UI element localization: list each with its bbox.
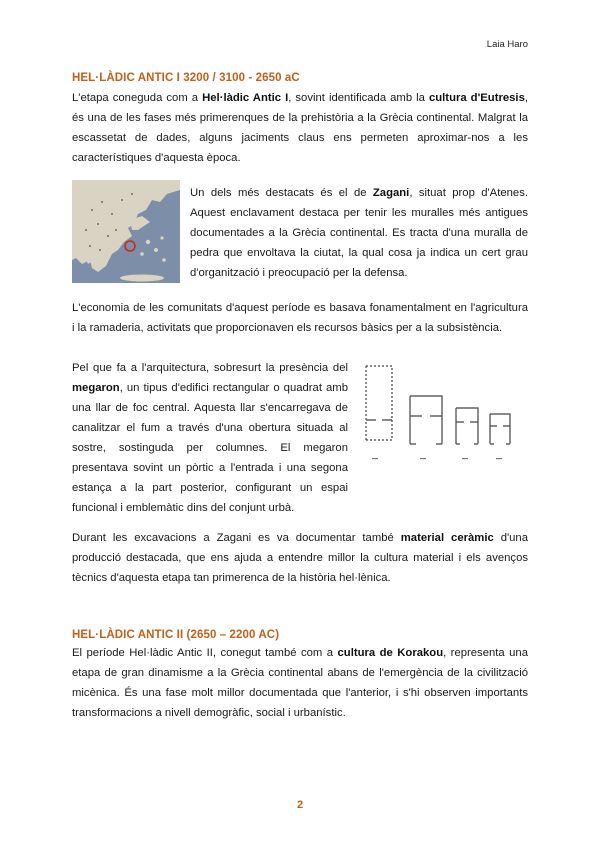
bold-term: cultura de Korakou: [337, 647, 444, 659]
korakou-paragraph: [72, 643, 528, 723]
text-run: , situat prop d'Atenes. Aquest enclavament destaca per tenir les muralles més antigues documentades a la Grècia continental. Es tracta d'una muralla de pedra que envoltava la ciutat, la qual cosa ja indica un cert grau d'organització i preocupació per la defensa.: [190, 187, 528, 279]
text-run: d'una producció destacada, que ens ajuda a entendre millor la cultura material i els avenços tècnics d'aquesta etapa tan primerenca de la història hel·lènica.: [72, 532, 528, 584]
intro-paragraph: [72, 88, 528, 168]
text-run: El període Hel·làdic Antic II, conegut també com a: [72, 647, 338, 659]
text-run: , un tipus d'edifici rectangular o quadrat amb una llar de foc central. Aquesta llar s'encarregava de canalitzar el fum a través d'una obertura situada al sostre, sostinguda per columnes. El megaron presentava sovint un pòrtic a l'entrada i una segona estança a la part posterior, configurant un espai funcional i emblemàtic dins del conjunt urbà.: [72, 382, 348, 514]
bold-term: cultura d'Eutresis: [428, 92, 525, 104]
megaron-plan-graphic: [358, 360, 528, 472]
greece-map-graphic: [72, 180, 180, 283]
zagani-paragraph: [190, 183, 528, 283]
author-name: Laia Haro: [486, 39, 528, 50]
text-run: Un dels més destacats és el de: [190, 187, 373, 199]
megaron-paragraph: [72, 358, 348, 518]
text-run: L'etapa coneguda com a: [72, 92, 203, 104]
economy-paragraph: [72, 298, 528, 338]
page-number: 2: [296, 799, 304, 811]
text-run: , és una de les fases més primerenques de la prehistòria a la Grècia continental. Malgrat la escassetat de dades, alguns jaciments claus ens permeten aproximar-nos a les característiques d'aquesta època.: [72, 92, 528, 164]
bold-term: Hel·làdic Antic I: [202, 92, 289, 104]
text-run: L'economia de les comunitats d'aquest període es basava fonamentalment en l'agricultura i la ramaderia, activitats que proporcionaven els recursos bàsics per a la subsistència.: [72, 302, 528, 334]
text-run: Durant les excavacions a Zagani es va documentar també: [72, 532, 401, 544]
text-run: Pel que fa a l'arquitectura, sobresurt la presència del: [72, 362, 348, 374]
text-run: , representa una etapa de gran dinamisme a la Grècia continental abans de l'emergència de la civilització micènica. És una fase molt millor documentada que l'anterior, i s'hi observen importants transformacions a nivell demogràfic, social i urbanístic.: [72, 647, 528, 719]
greece-map-image: [72, 180, 180, 283]
bold-term: Zagani: [372, 187, 410, 199]
text-run: , sovint identificada amb la: [288, 92, 429, 104]
ceramics-paragraph: [72, 528, 528, 588]
section-heading-ha2: HEL·LÀDIC ANTIC II (2650 – 2200 AC): [72, 629, 280, 641]
section-heading-ha1: HEL·LÀDIC ANTIC I 3200 / 3100 - 2650 aC: [72, 72, 300, 84]
bold-term: megaron: [72, 382, 120, 394]
bold-term: material ceràmic: [400, 532, 494, 544]
megaron-plan-drawings: [358, 360, 528, 472]
